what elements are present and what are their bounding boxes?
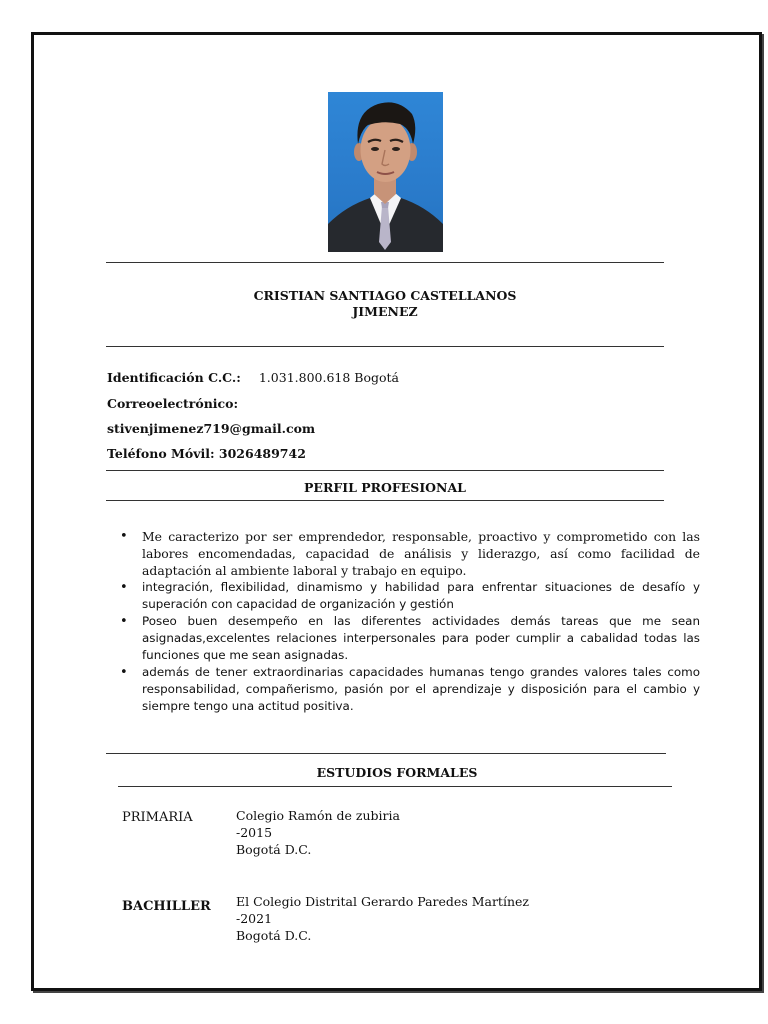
school-year: -2021 xyxy=(236,911,273,926)
profile-item: • Me caracterizo por ser emprendedor, responsable, proactivo y comprometido con las labores encomendadas, capacidad de análisis y liderazgo, así como facilidad de adaptación al ambiente laboral y trabajo en equipo. xyxy=(142,528,700,579)
education-secondary-details xyxy=(236,893,529,944)
education-primary-details xyxy=(236,807,400,858)
name-line-1: CRISTIAN SANTIAGO CASTELLANOS xyxy=(253,288,517,303)
school-name: Colegio Ramón de zubiria xyxy=(236,808,400,823)
school-name: El Colegio Distrital Gerardo Paredes Martínez xyxy=(236,894,529,909)
phone-number: Teléfono Móvil: 3026489742 xyxy=(107,446,306,461)
divider-education-bottom xyxy=(118,786,672,787)
id-value: 1.031.800.618 Bogotá xyxy=(258,370,399,385)
divider-top xyxy=(106,262,664,263)
id-label: Identificación C.C.: xyxy=(107,370,241,385)
profile-list xyxy=(118,528,700,715)
profile-photo xyxy=(328,92,443,252)
divider-name xyxy=(106,346,664,347)
email-value: stivenjimenez719@gmail.com xyxy=(107,421,316,436)
divider-profile-top xyxy=(106,470,664,471)
divider-education-top xyxy=(106,753,666,754)
person-portrait-icon xyxy=(328,92,443,252)
profile-item: • integración, flexibilidad, dinamismo y habilidad para enfrentar situaciones de desafío y superación con capacidad de organización y gestión xyxy=(142,579,700,613)
email-label: Correoelectrónico: xyxy=(107,396,239,411)
divider-profile-bottom xyxy=(106,500,664,501)
school-city: Bogotá D.C. xyxy=(236,842,312,857)
school-year: -2015 xyxy=(236,825,273,840)
name-line-2: JIMENEZ xyxy=(352,304,418,319)
education-level-secondary: BACHILLER xyxy=(122,899,211,914)
profile-item: • Poseo buen desempeño en las diferentes actividades demás tareas que me sean asignadas,excelentes relaciones interpersonales para poder cumplir a cabalidad todas las funciones que me sean asignadas. xyxy=(142,613,700,664)
education-level-primary: PRIMARIA xyxy=(122,810,193,825)
profile-title: PERFIL PROFESIONAL xyxy=(304,480,466,495)
profile-item: • además de tener extraordinarias capacidades humanas tengo grandes valores tales como responsabilidad, compañerismo, pasión por el aprendizaje y disposición para el cambio y siempre tengo una actitud positiva. xyxy=(142,664,700,715)
education-title: ESTUDIOS FORMALES xyxy=(316,765,478,780)
school-city: Bogotá D.C. xyxy=(236,928,312,943)
id-row xyxy=(107,370,399,385)
candidate-name xyxy=(106,288,664,320)
